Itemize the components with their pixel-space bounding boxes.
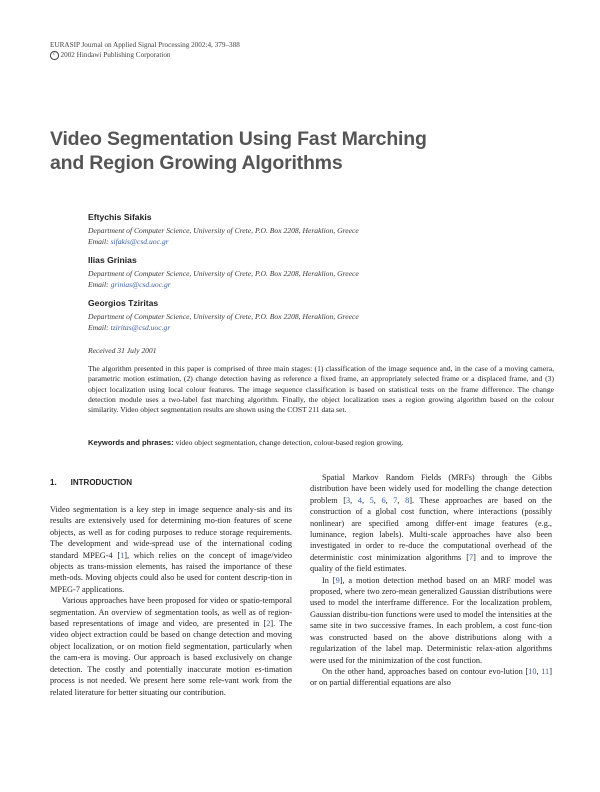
abstract-text: The algorithm presented in this paper is comprised of three main stages: (1) classification of the image sequence and, in the case of a moving camera, parametric motion estimation, (2) change detection having as reference a fixed frame, an appropriately selected frame or a displaced frame, and (3) object localization using local colour features. The image sequence classification is based on statistical tests on the frame difference. The change detection module uses a two-label fast marching algorithm. Finally, the object localization uses a region growing algorithm based on the colour similarity. Video object segmentation results are shown using the COST 211 data set. <box>88 364 554 415</box>
journal-line: EURASIP Journal on Applied Signal Processing 2002:4, 379–388 <box>50 41 240 49</box>
keywords-text: video object segmentation, change detection, colour-based region growing. <box>175 438 404 447</box>
citation-link[interactable]: 11 <box>541 666 550 676</box>
email-label: Email: <box>88 236 109 246</box>
citation-link[interactable]: 5 <box>369 495 374 505</box>
title-line-1: Video Segmentation Using Fast Marching <box>50 128 427 150</box>
paragraph-text: , a motion detection method based on an MRF model was proposed, where two zero-mean generalized Gaussian distributions were used to model the interframe difference. For the localization problem, Gaussian distribu-tion functions were used to model the intensities at the same site in two successive frames. In each problem, a cost func-tion was constructed based on the above distributions along with a regularization of the label map. Deterministic relax-ation algorithms were used for the minimization of the cost function. <box>310 575 552 665</box>
author-email-link[interactable]: grinias@csd.uoc.gr <box>110 279 171 289</box>
author-email-link[interactable]: tziritas@csd.uoc.gr <box>110 322 171 332</box>
author-name: Georgios Tziritas <box>88 298 159 308</box>
paragraph: Various approaches have been proposed for video or spatio-temporal segmentation. An overview of segmentation tools, as well as of region-based representations of image and video, are presented in [2]. The video object extraction could be based on change detection and moving object localization, or on motion field segmentation, particularly when the cam-era is moving. Our approach is based exclusively on change detection. The costly and potentially inaccurate motion es-timation process is not needed. We present here some rele-vant work from the related literature for better situating our contribution. <box>50 596 292 697</box>
left-column <box>50 504 292 698</box>
paragraph-text: Various approaches have been proposed for video or spatio-temporal segmentation. An overview of segmentation tools, as well as of region-based representations of image and video, are presented in <box>50 596 292 629</box>
copyright-text: 2002 Hindawi Publishing Corporation <box>60 51 171 59</box>
paragraph-text: . These approaches are based on the construction of a global cost function, where interactions (possibly nonlinear) are specified among differ-ent image features (e.g., luminance, region labels). Multi-scale approaches have also been investigated in order to re-duce the computational overhead of the deterministic cost minimization algorithms <box>310 495 552 562</box>
copyright-icon: c <box>50 51 59 60</box>
author-email-line <box>88 280 558 291</box>
email-label: Email: <box>88 279 109 289</box>
keywords-line <box>88 438 554 447</box>
paragraph-text: Video segmentation is a key step in image sequence analy-sis and its results are extensively used for determining mo-tion features of scene objects, as well as for coding purposes to reduce storage requirements. The development and wide-spread use of the international coding standard MPEG-4 <box>50 505 292 560</box>
paragraph-text: . The video object extraction could be based on change detection and moving object localization, or on motion field segmentation, particularly when the cam-era is moving. Our approach is based exclusively on change detection. The costly and potentially inaccurate motion es-timation process is not needed. We present here some rele-vant work from the related literature for better situating our contribution. <box>50 619 292 697</box>
citation-link[interactable]: 8 <box>405 495 410 505</box>
paragraph-text: On the other hand, approaches based on contour evo-lution <box>322 666 526 676</box>
paragraph: On the other hand, approaches based on contour evo-lution [10, 11] or on partial differential equations are also <box>310 666 552 688</box>
paper-title <box>50 127 470 175</box>
paragraph-text: and to improve the quality of the field estimates. <box>310 552 552 574</box>
email-label: Email: <box>88 322 109 332</box>
author-block-1 <box>88 212 558 247</box>
author-affiliation: Department of Computer Science, University of Crete, P.O. Box 2208, Heraklion, Greece <box>88 312 359 321</box>
paragraph-text: Spatial Markov Random Fields (MRFs) through the Gibbs distribution have been widely used for modelling the change detection problem <box>310 473 552 505</box>
citation-link[interactable]: 7 <box>469 552 474 562</box>
author-email-line <box>88 323 558 334</box>
paragraph: Spatial Markov Random Fields (MRFs) through the Gibbs distribution have been widely used for modelling the change detection problem [3, 4, 5, 6, 7, 8]. These approaches are based on the construction of a global cost function, where interactions (possibly nonlinear) are specified among differ-ent image features (e.g., luminance, region labels). Multi-scale approaches have also been investigated in order to re-duce the computational overhead of the deterministic cost minimization algorithms [7] and to improve the quality of the field estimates. <box>310 473 552 574</box>
author-name: Eftychis Sifakis <box>88 212 152 222</box>
citation-link[interactable]: 2 <box>266 619 271 629</box>
citation-link[interactable]: 1 <box>120 550 125 560</box>
author-affiliation: Department of Computer Science, University of Crete, P.O. Box 2208, Heraklion, Greece <box>88 226 359 235</box>
author-email-line <box>88 237 558 248</box>
author-block-2 <box>88 255 558 290</box>
section-heading <box>50 478 132 487</box>
author-name: Ilias Grinias <box>88 255 137 265</box>
citation-link[interactable]: 7 <box>393 495 398 505</box>
section-title: INTRODUCTION <box>70 478 132 487</box>
keywords-label: Keywords and phrases: <box>88 438 174 447</box>
citation-link[interactable]: 3 <box>346 495 351 505</box>
paragraph-text: , which relies on the concept of image/video objects as trans-mission elements, has raised the importance of these meth-ods. Moving objects could also be used for content descrip-tion in MPEG-7 applications. <box>50 550 292 594</box>
paragraph: Video segmentation is a key step in image sequence analy-sis and its results are extensively used for determining mo-tion features of scene objects, as well as for coding purposes to reduce storage requirements. The development and wide-spread use of the international coding standard MPEG-4 [1], which relies on the concept of image/video objects as trans-mission elements, has raised the importance of these meth-ods. Moving objects could also be used for content descrip-tion in MPEG-7 applications. <box>50 505 292 594</box>
section-number: 1. <box>50 478 57 487</box>
author-block-3 <box>88 298 558 333</box>
paragraph: In [9], a motion detection method based on an MRF model was proposed, where two zero-mean generalized Gaussian distributions were used to model the interframe difference. For the localization problem, Gaussian distribu-tion functions were used to model the intensities at the same site in two successive frames. In each problem, a cost func-tion was constructed based on the above distributions along with a regularization of the label map. Deterministic relax-ation algorithms were used for the minimization of the cost function. <box>310 575 552 665</box>
copyright-line <box>50 51 171 60</box>
author-affiliation: Department of Computer Science, University of Crete, P.O. Box 2208, Heraklion, Greece <box>88 269 359 278</box>
citation-link[interactable]: 10 <box>528 666 537 676</box>
citation-link[interactable]: 6 <box>381 495 386 505</box>
right-column <box>310 472 552 689</box>
citation-link[interactable]: 4 <box>357 495 362 505</box>
paragraph-text: In <box>322 575 333 585</box>
author-email-link[interactable]: sifakis@csd.uoc.gr <box>110 236 169 246</box>
title-line-2: and Region Growing Algorithms <box>50 152 343 174</box>
received-date: Received 31 July 2001 <box>88 346 157 355</box>
citation-link[interactable]: 9 <box>335 575 340 585</box>
paragraph-text: or on partial differential equations are also <box>310 678 451 688</box>
